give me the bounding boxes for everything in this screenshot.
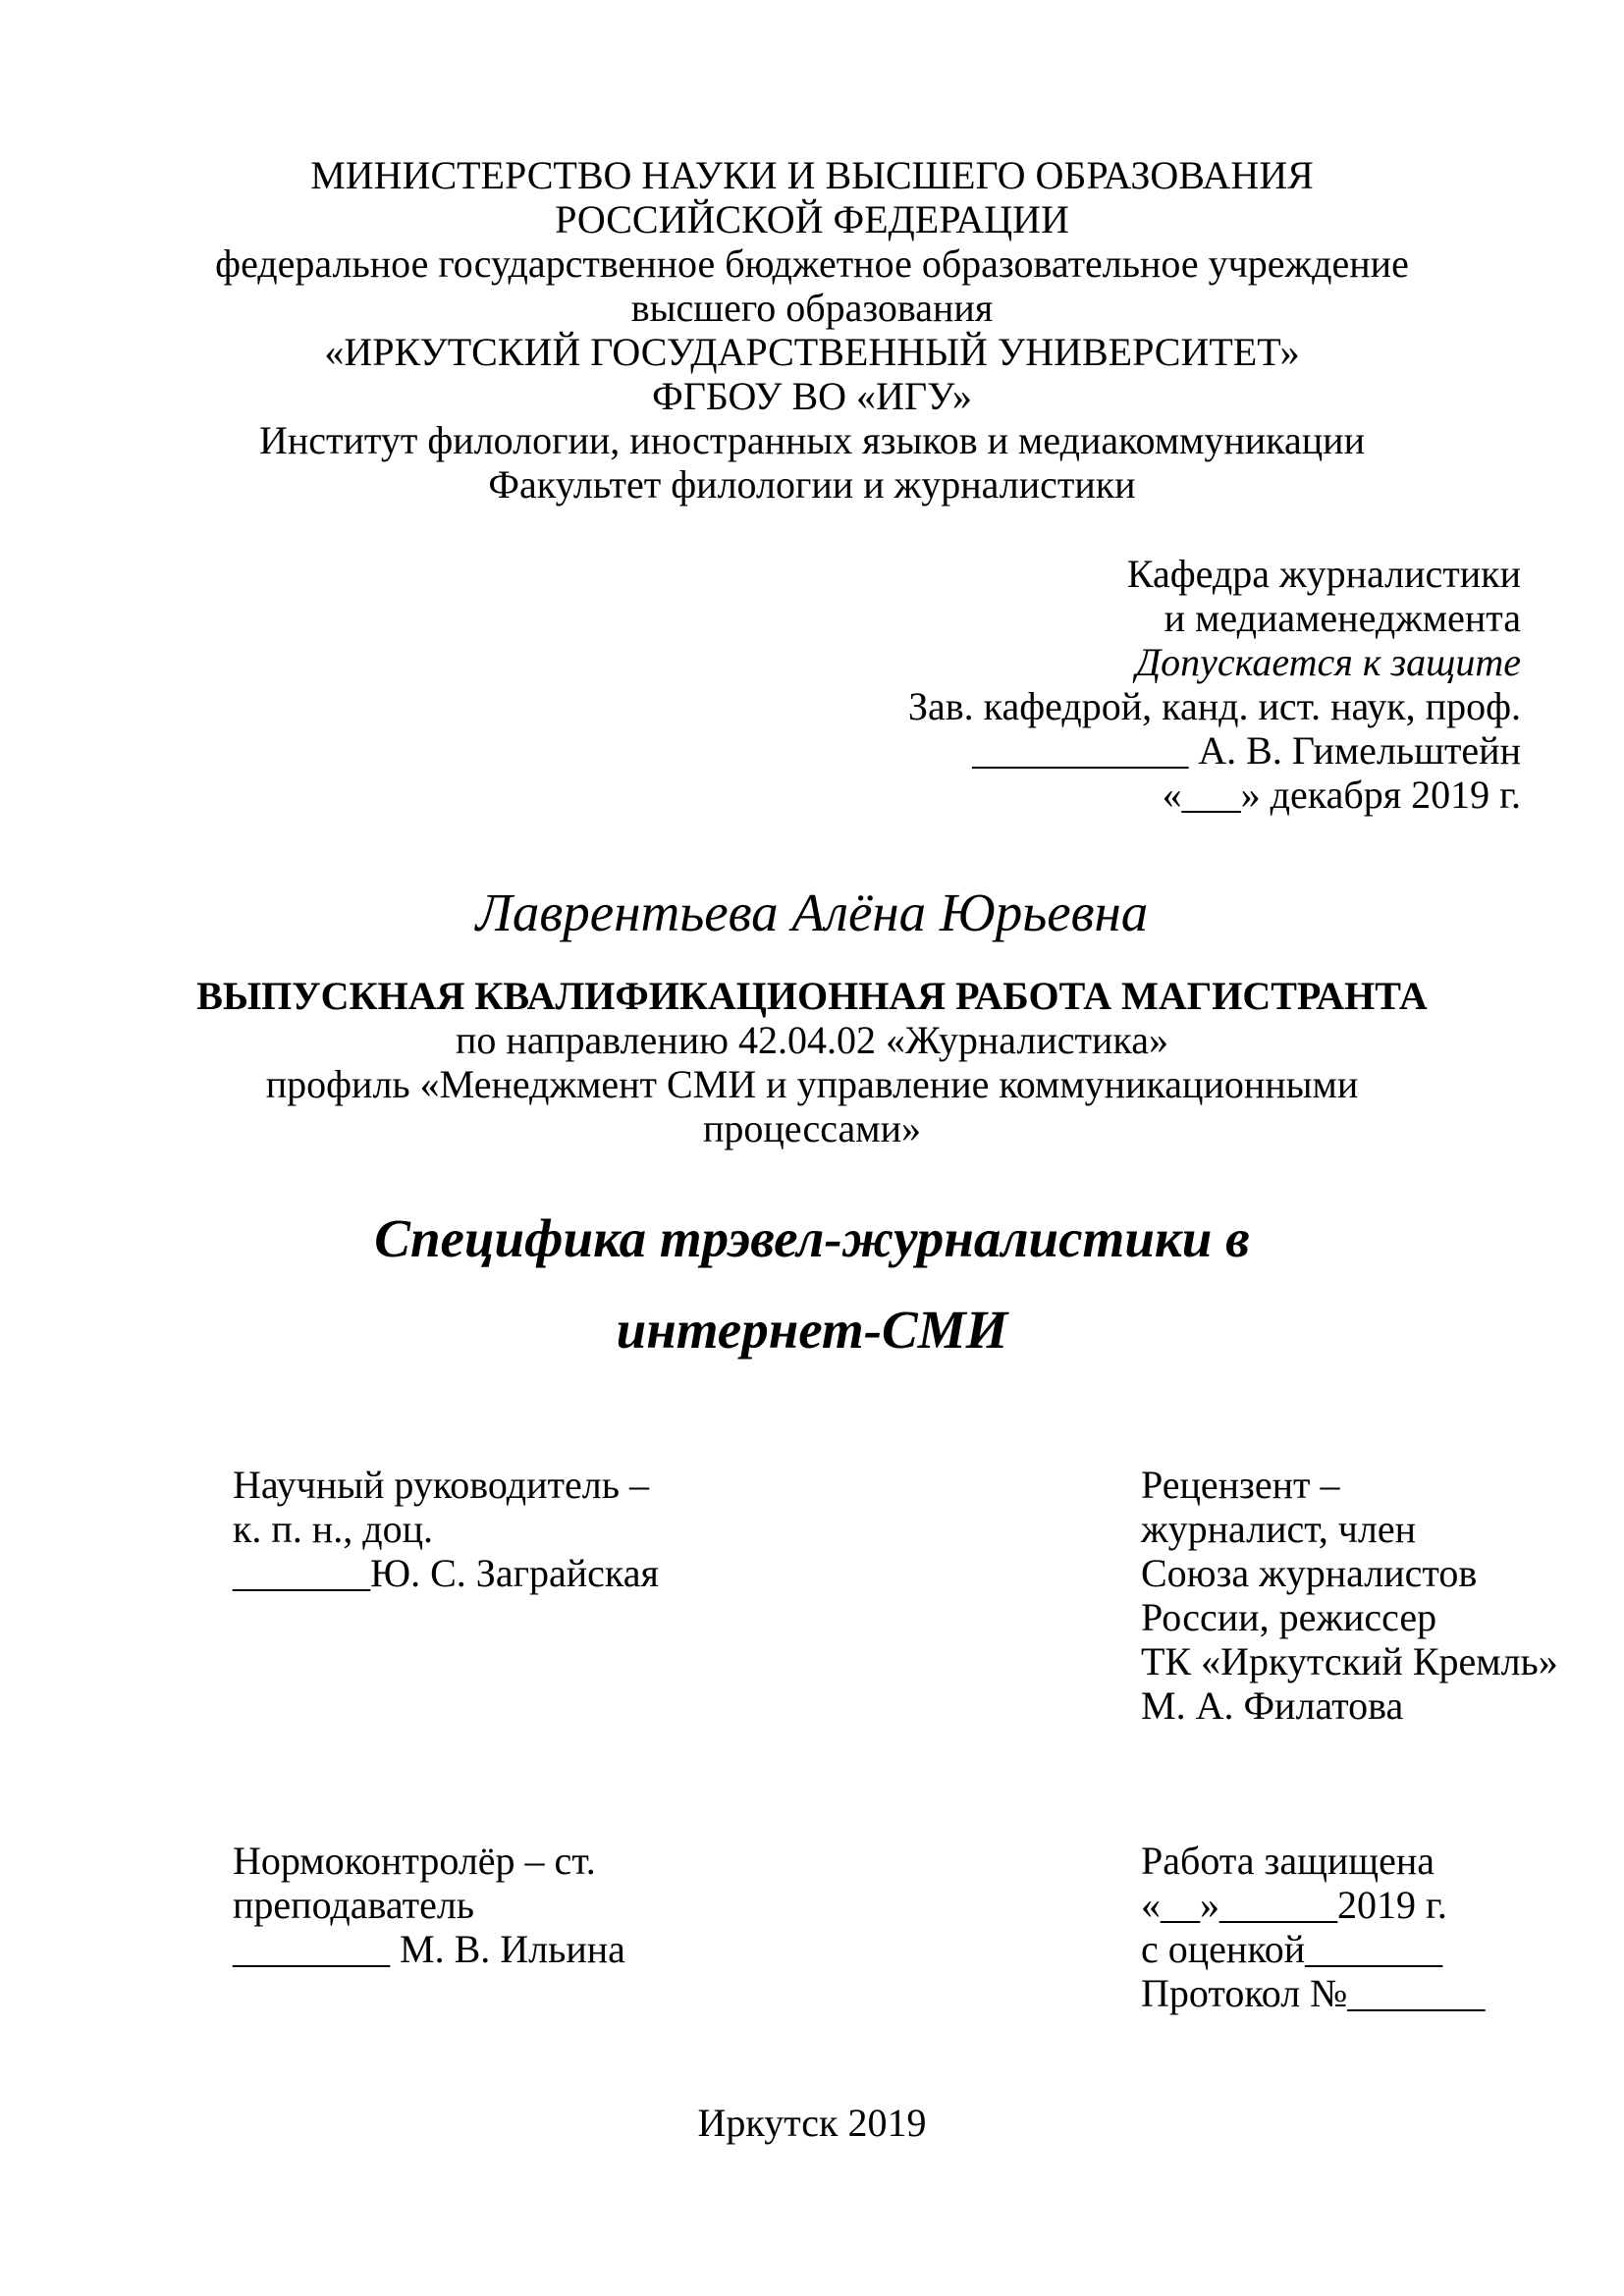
ministry-line-2: РОССИЙСКОЙ ФЕДЕРАЦИИ [555, 197, 1069, 241]
thesis-topic [0, 1193, 1624, 1375]
head-signature: ___________ А. В. Гимельштейн [972, 728, 1521, 773]
city-year-footer: Иркутск 2019 [697, 2101, 927, 2145]
reviewer-line-1: Рецензент – [1141, 1463, 1340, 1507]
supervisor-line-2: к. п. н., доц. [233, 1507, 434, 1551]
university-abbreviation: ФГБОУ ВО «ИГУ» [652, 374, 972, 418]
defense-line-1: Работа защищена [1141, 1839, 1435, 1883]
reviewer-line-2: журналист, член [1141, 1507, 1416, 1551]
normcontrol-line-1: Нормоконтролёр – ст. [233, 1839, 596, 1883]
work-profile-line-1: профиль «Менеджмент СМИ и управление коммуникационными [265, 1062, 1359, 1106]
work-direction: по направлению 42.04.02 «Журналистика» [456, 1018, 1168, 1062]
institution-header [0, 153, 1624, 507]
topic-line-1: Специфика трэвел-журналистики в [374, 1208, 1250, 1268]
defense-protocol: Протокол №_______ [1141, 1971, 1486, 2015]
work-description [0, 974, 1624, 1150]
normcontrol-line-2: преподаватель [233, 1883, 475, 1927]
normcontrol-block [233, 1839, 625, 1971]
topic-line-2: интернет-СМИ [616, 1300, 1008, 1360]
work-profile-line-2: процессами» [702, 1106, 922, 1150]
supervisor-signature: _______Ю. С. Заграйская [233, 1551, 659, 1595]
ministry-line-1: МИНИСТЕРСТВО НАУКИ И ВЫСШЕГО ОБРАЗОВАНИЯ [310, 153, 1314, 197]
approval-date: «___» декабря 2019 г. [1162, 773, 1521, 817]
university-name: «ИРКУТСКИЙ ГОСУДАРСТВЕННЫЙ УНИВЕРСИТЕТ» [324, 330, 1300, 374]
institute-name: Институт филологии, иностранных языков и медиакоммуникации [259, 418, 1365, 462]
defense-date: «__»______2019 г. [1141, 1883, 1447, 1927]
education-level-line: высшего образования [630, 286, 994, 330]
author-name: Лаврентьева Алёна Юрьевна [475, 882, 1149, 942]
normcontrol-signature: ________ М. В. Ильина [233, 1927, 625, 1971]
supervisor-line-1: Научный руководитель – [233, 1463, 649, 1507]
head-title: Зав. кафедрой, канд. ист. наук, проф. [907, 684, 1521, 728]
reviewer-line-3: Союза журналистов [1141, 1551, 1478, 1595]
defense-block [1141, 1839, 1485, 2015]
admitted-to-defense: Допускается к защите [1135, 640, 1521, 684]
reviewer-line-4: России, режиссер [1141, 1595, 1437, 1639]
institution-type-line: федеральное государственное бюджетное образовательное учреждение [215, 241, 1409, 286]
faculty-name: Факультет филологии и журналистики [488, 462, 1136, 507]
approval-block [908, 552, 1521, 817]
reviewer-line-5: ТК «Иркутский Кремль» [1141, 1639, 1558, 1683]
supervisor-block [233, 1463, 659, 1595]
department-line-2: и медиаменеджмента [1164, 596, 1521, 640]
defense-grade: с оценкой_______ [1141, 1927, 1443, 1971]
reviewer-block [1141, 1463, 1558, 1728]
reviewer-name: М. А. Филатова [1141, 1683, 1404, 1728]
department-line-1: Кафедра журналистики [1126, 552, 1521, 596]
work-type: ВЫПУСКНАЯ КВАЛИФИКАЦИОННАЯ РАБОТА МАГИСТРАНТА [196, 974, 1428, 1018]
